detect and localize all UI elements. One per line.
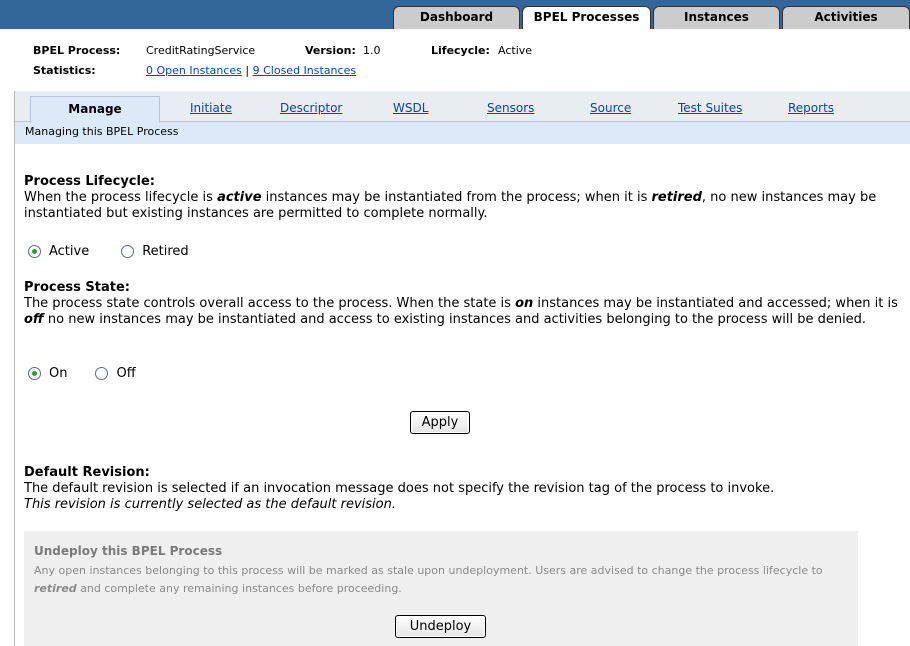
lifecycle-section [24, 174, 904, 222]
stats-separator: | [245, 64, 250, 77]
state-description: The process state controls overall access to the process. When the state is on instances may be instantiated and accessed; when it is off no new instances may be instantiated and access to existing instances and activities belonging to the process will be denied. [24, 296, 898, 327]
lifecycle-value: Active [498, 44, 533, 57]
version-label: Version: [305, 44, 356, 57]
tab-bpel-processes[interactable]: BPEL Processes [522, 6, 651, 29]
lifecycle-retired-radio[interactable] [121, 245, 134, 258]
default-revision-text: The default revision is selected if an invocation message does not specify the revision tag of the process to invoke. [24, 481, 775, 496]
panel-subtitle: Managing this BPEL Process [25, 125, 179, 138]
lifecycle-options [28, 244, 221, 259]
statistics-label: Statistics: [33, 64, 96, 77]
version-value: 1.0 [363, 44, 381, 57]
lifecycle-heading: Process Lifecycle: [24, 174, 155, 189]
subtab-reports[interactable]: Reports [788, 101, 835, 115]
subtab-sensors[interactable]: Sensors [487, 101, 535, 115]
undeploy-text: Any open instances belonging to this process will be marked as stale upon undeployment. Users are advised to change the process lifecycle to retired and complete any remaining instances before proceeding. [34, 564, 823, 595]
state-on-label: On [49, 366, 68, 381]
process-name: CreditRatingService [146, 44, 256, 57]
subtab-manage[interactable]: Manage [30, 96, 160, 123]
tab-instances[interactable]: Instances [653, 6, 780, 29]
tab-dashboard[interactable]: Dashboard [393, 6, 520, 29]
subtab-initiate[interactable]: Initiate [190, 101, 232, 115]
subtab-source[interactable]: Source [590, 101, 632, 115]
state-options [28, 366, 168, 381]
state-off-label: Off [116, 366, 136, 381]
state-on-radio[interactable] [28, 367, 41, 380]
default-revision-section [24, 465, 904, 513]
closed-instances-link[interactable]: 9 Closed Instances [252, 64, 357, 77]
default-revision-note: This revision is currently selected as the default revision. [24, 497, 396, 512]
tab-activities[interactable]: Activities [782, 6, 910, 29]
lifecycle-active-label: Active [49, 244, 90, 259]
process-label: BPEL Process: [33, 44, 121, 57]
undeploy-button[interactable]: Undeploy [395, 615, 486, 638]
top-banner [0, 0, 910, 29]
lifecycle-active-radio[interactable] [28, 245, 41, 258]
apply-button[interactable]: Apply [410, 411, 470, 434]
lifecycle-retired-label: Retired [142, 244, 189, 259]
subtab-test-suites[interactable]: Test Suites [678, 101, 743, 115]
subtab-wsdl[interactable]: WSDL [393, 101, 429, 115]
state-section [24, 280, 904, 328]
state-heading: Process State: [24, 280, 130, 295]
statistics-links [146, 64, 356, 77]
open-instances-link[interactable]: 0 Open Instances [146, 64, 242, 77]
lifecycle-label: Lifecycle: [431, 44, 490, 57]
subtab-descriptor[interactable]: Descriptor [280, 101, 343, 115]
state-off-radio[interactable] [95, 367, 108, 380]
default-revision-heading: Default Revision: [24, 465, 150, 480]
undeploy-panel [24, 531, 858, 646]
undeploy-title: Undeploy this BPEL Process [34, 544, 223, 558]
lifecycle-description: When the process lifecycle is active instances may be instantiated from the process; when it is retired, no new instances may be instantiated but existing instances are permitted to complete normally. [24, 190, 877, 221]
